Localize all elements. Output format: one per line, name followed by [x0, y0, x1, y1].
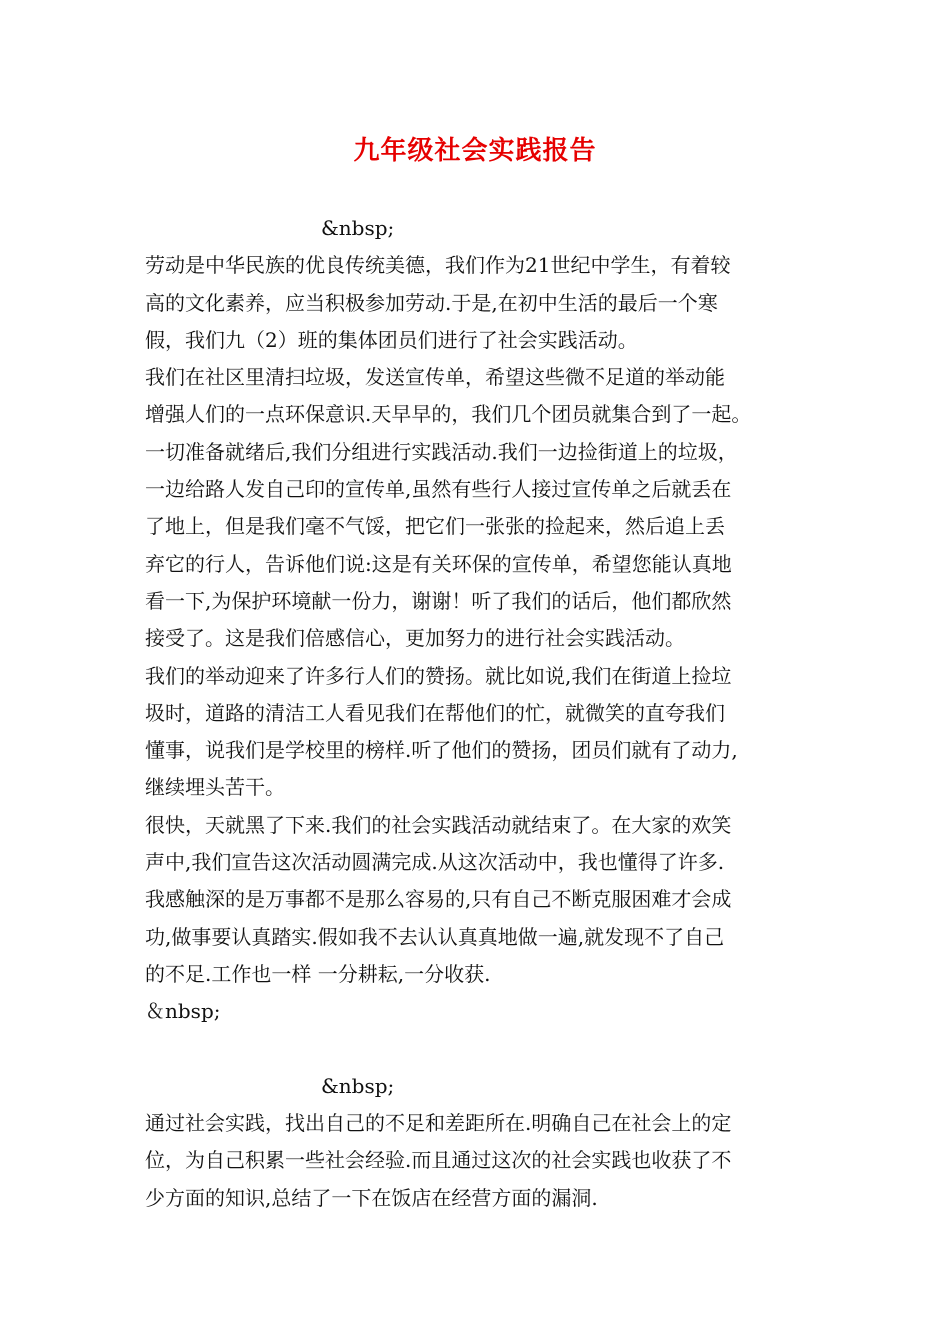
text-line: &nbsp;: [321, 1073, 395, 1098]
text-line: 一切准备就绪后,我们分组进行实践活动.我们一边捡街道上的垃圾，: [145, 439, 738, 464]
text-line: 增强人们的一点环保意识.天早早的，我们几个团员就集合到了一起。: [145, 402, 752, 427]
text-line: 少方面的知识,总结了一下在饭店在经营方面的漏洞.: [145, 1185, 598, 1210]
text-line: 我们在社区里清扫垃圾，发送宣传单，希望这些微不足道的举动能: [145, 365, 725, 390]
text-line: 了地上，但是我们毫不气馁，把它们一张张的捡起来，然后追上丢: [145, 514, 725, 539]
text-line: 我感触深的是万事都不是那么容易的,只有自己不断克服困难才会成: [145, 887, 732, 912]
text-line: 声中,我们宣告这次活动圆满完成.从这次活动中，我也懂得了许多.: [145, 850, 725, 875]
text-line: 高的文化素养，应当积极参加劳动.于是,在初中生活的最后一个寒: [145, 290, 718, 315]
text-line: 看一下,为保护环境献一份力，谢谢！听了我们的话后，他们都欣然: [145, 588, 732, 613]
text-line: 功,做事要认真踏实.假如我不去认认真真地做一遍,就发现不了自己: [145, 924, 725, 949]
text-line: 的不足.工作也一样 一分耕耘,一分收获.: [145, 961, 491, 986]
text-line: 一边给路人发自己印的宣传单,虽然有些行人接过宣传单之后就丢在: [145, 477, 732, 502]
text-line: 假，我们九（2）班的集体团员们进行了社会实践活动。: [145, 327, 638, 352]
text-line: 劳动是中华民族的优良传统美德，我们作为21世纪中学生，有着较: [145, 253, 731, 278]
text-line: 接受了。这是我们倍感信心，更加努力的进行社会实践活动。: [145, 626, 685, 651]
blank-line: [145, 1031, 815, 1068]
text-line: 通过社会实践，找出自己的不足和差距所在.明确自己在社会上的定: [145, 1111, 732, 1136]
text-line: 弃它的行人，告诉他们说:这是有关环保的宣传单，希望您能认真地: [145, 551, 732, 576]
document-body: [145, 210, 815, 1217]
text-line: 很快，天就黑了下来.我们的社会实践活动就结束了。在大家的欢笑: [145, 812, 732, 837]
text-line: 圾时，道路的清洁工人看见我们在帮他们的忙，就微笑的直夸我们: [145, 700, 725, 725]
text-line: 位，为自己积累一些社会经验.而且通过这次的社会实践也收获了不: [145, 1148, 732, 1173]
text-line: 继续埋头苦干。: [145, 775, 285, 800]
document-title: 九年级社会实践报告: [353, 136, 597, 166]
text-line: 我们的举动迎来了许多行人们的赞扬。就比如说,我们在街道上捡垃: [145, 663, 732, 688]
text-line: &nbsp;: [321, 216, 395, 240]
text-line: ＆nbsp;: [145, 999, 221, 1024]
text-line: 懂事，说我们是学校里的榜样.听了他们的赞扬，团员们就有了动力,: [145, 738, 738, 763]
